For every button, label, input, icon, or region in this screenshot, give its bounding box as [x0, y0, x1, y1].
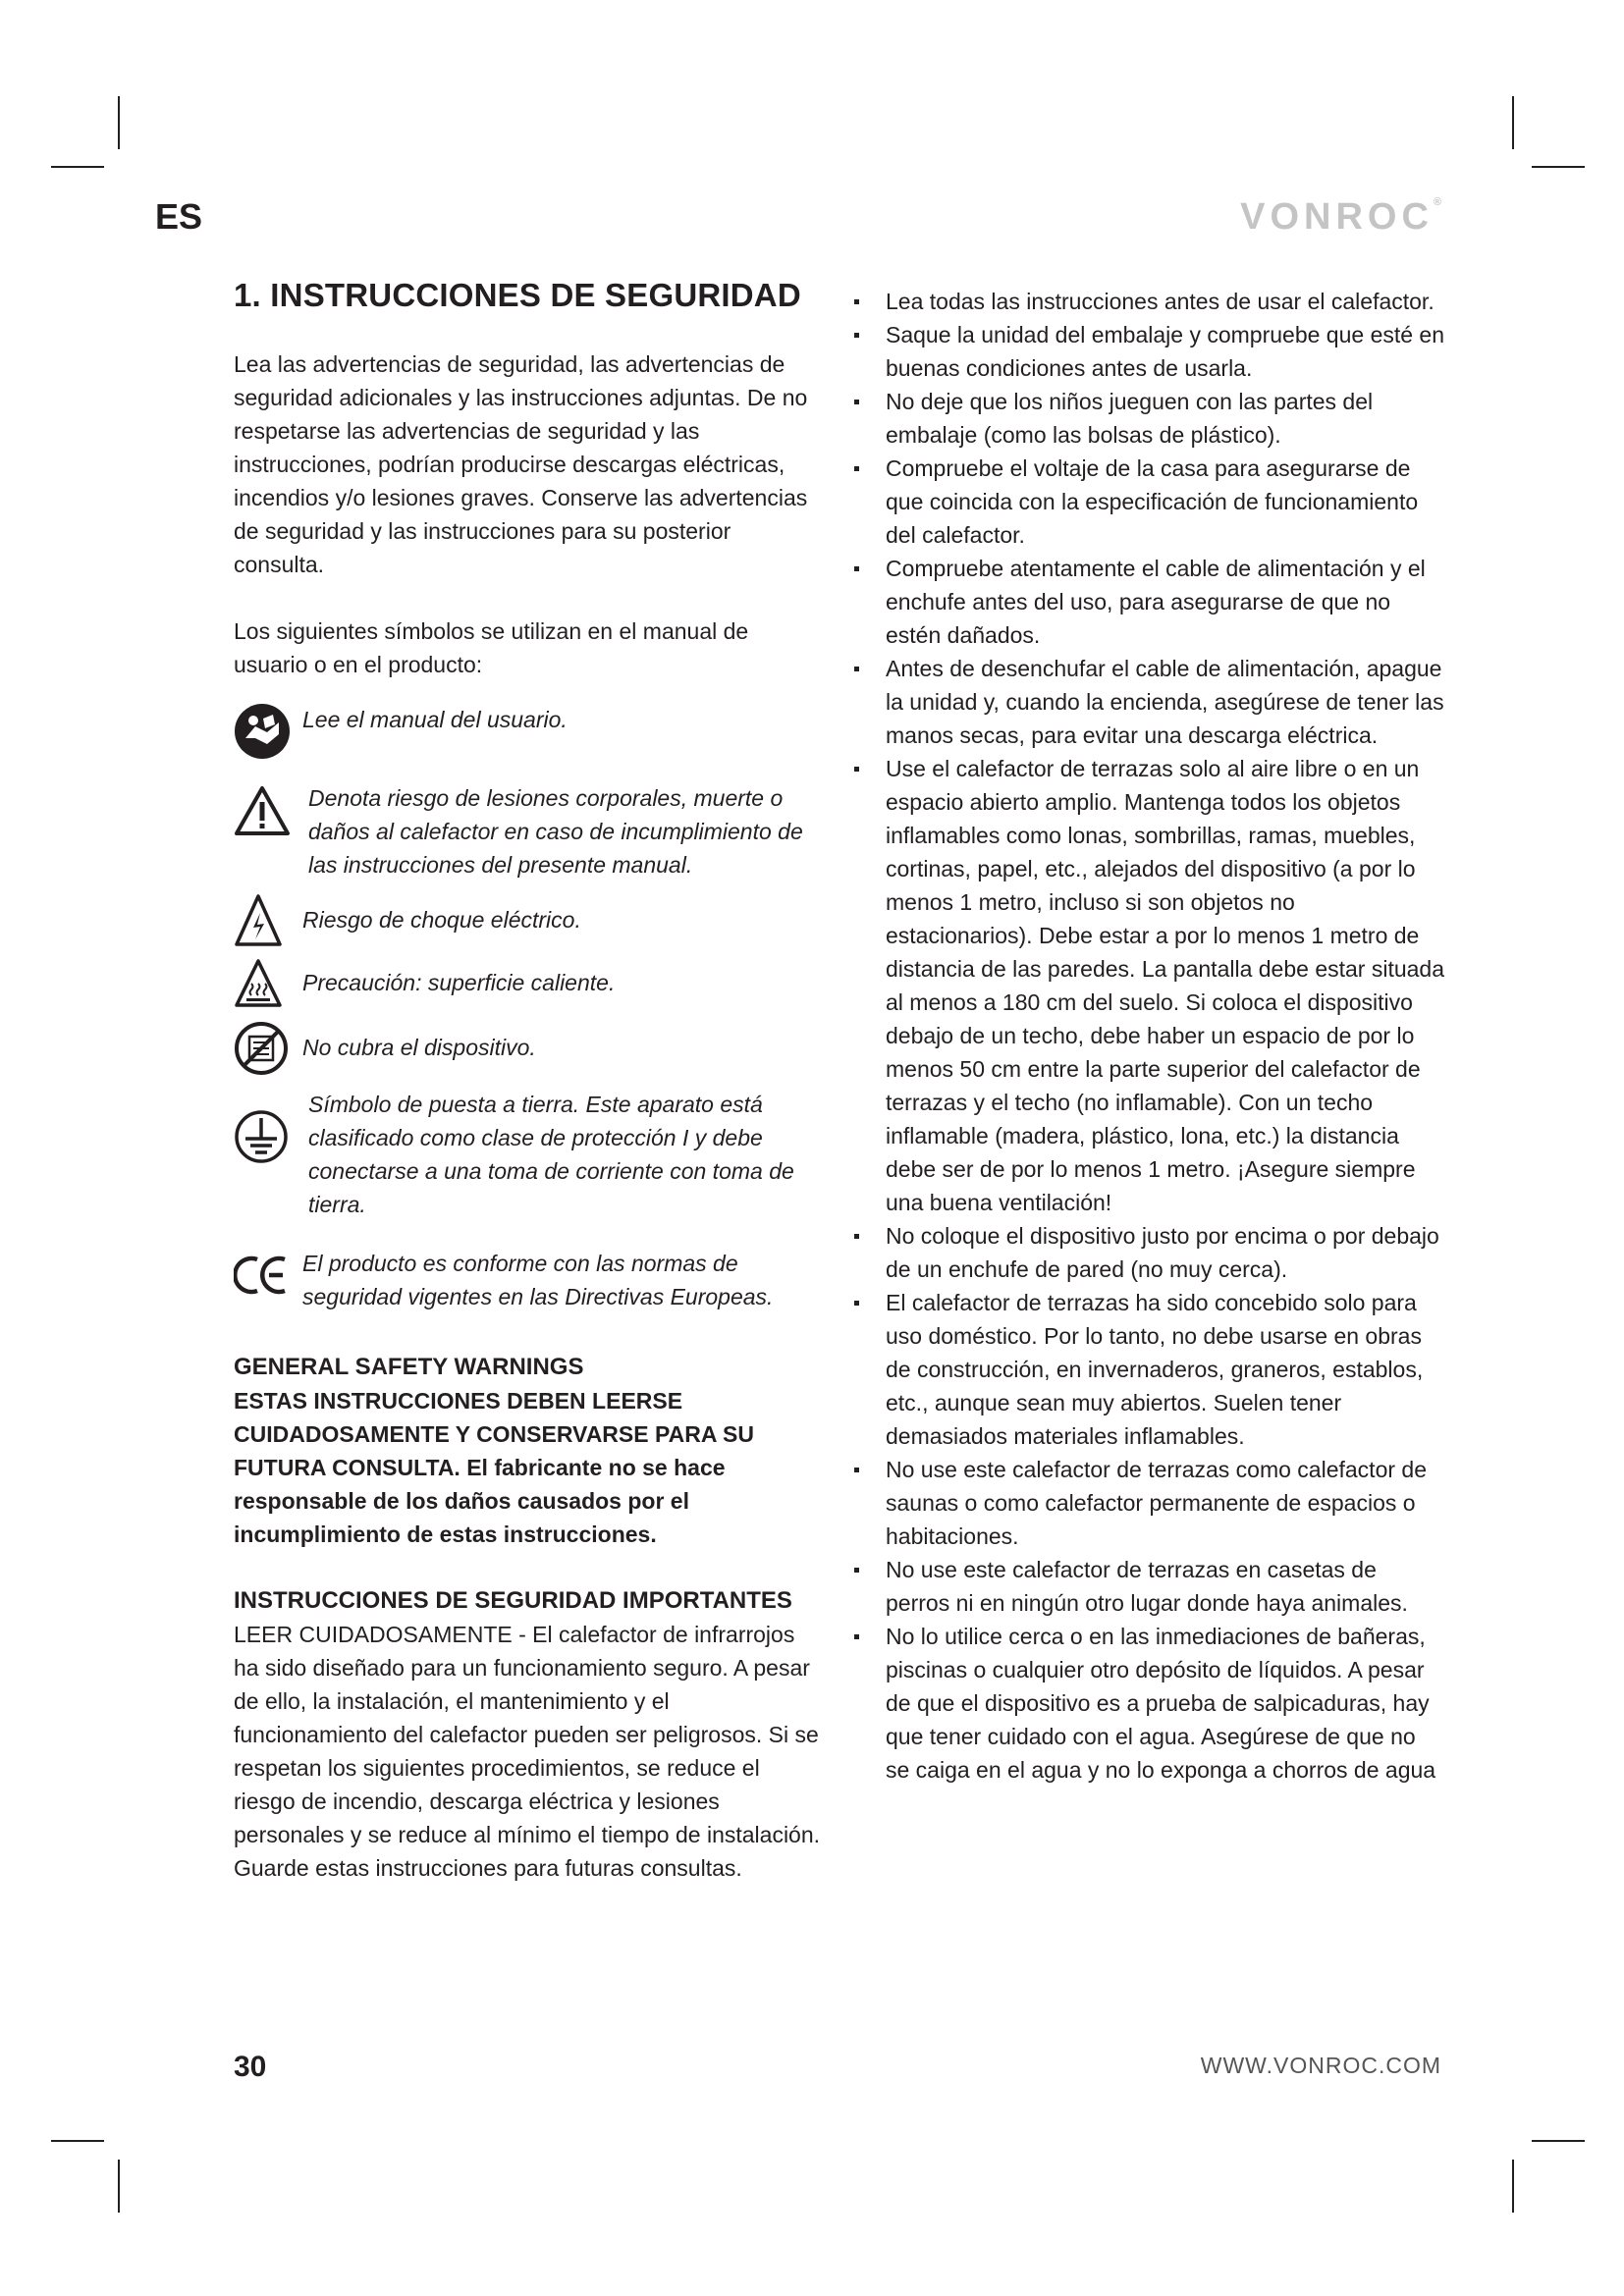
right-column: [850, 285, 1445, 1787]
crop-mark: [51, 2140, 104, 2142]
symbol-row: [234, 1088, 825, 1221]
hot-surface-icon: [234, 958, 302, 1009]
general-safety-text: ESTAS INSTRUCCIONES DEBEN LEERSE CUIDADOSAMENTE Y CONSERVARSE PARA SU FUTURA CONSULTA. El fabricante no se hace responsable de los daños causados por el incumplimiento de estas instrucciones.: [234, 1388, 754, 1547]
symbols-intro: Los siguientes símbolos se utilizan en el manual de usuario o en el producto:: [234, 618, 749, 677]
crop-mark: [51, 166, 104, 168]
website-url: WWW.VONROC.COM: [1200, 2053, 1441, 2078]
safety-bullet-list: [850, 285, 1445, 1787]
left-column: [234, 277, 825, 1885]
brand-logo: [1240, 196, 1441, 239]
list-item: Antes de desenchufar el cable de alimentación, apague la unidad y, cuando la encienda, asegúrese de tener las manos secas, para evitar una descarga eléctrica.: [850, 652, 1445, 752]
important-instructions-heading: INSTRUCCIONES DE SEGURIDAD IMPORTANTES: [234, 1587, 792, 1614]
symbol-text: Precaución: superficie caliente.: [302, 970, 616, 995]
list-item: No deje que los niños jueguen con las partes del embalaje (como las bolsas de plástico).: [850, 385, 1445, 452]
list-item: Compruebe atentamente el cable de alimentación y el enchufe antes del uso, para asegurarse de que no estén dañados.: [850, 552, 1445, 652]
symbol-text: Lee el manual del usuario.: [302, 707, 568, 732]
page-number: 30: [234, 2051, 267, 2083]
brand-mark: ®: [1433, 196, 1441, 208]
earth-ground-icon: [234, 1088, 302, 1164]
electric-shock-icon: [234, 893, 302, 948]
list-item: No use este calefactor de terrazas como calefactor de saunas o como calefactor permanente de espacios o habitaciones.: [850, 1453, 1445, 1553]
read-manual-icon: [234, 703, 302, 760]
list-item: Lea todas las instrucciones antes de usar el calefactor.: [850, 285, 1445, 318]
crop-mark: [1532, 2140, 1585, 2142]
crop-mark: [118, 96, 120, 149]
crop-mark: [1512, 2160, 1514, 2213]
symbol-row: [234, 1247, 825, 1313]
symbol-text: Riesgo de choque eléctrico.: [302, 907, 581, 933]
symbol-text: Denota riesgo de lesiones corporales, muerte o daños al calefactor en caso de incumplimiento de las instrucciones del presente manual.: [308, 785, 803, 878]
symbol-text: El producto es conforme con las normas de seguridad vigentes en las Directivas Europeas.: [302, 1251, 774, 1309]
list-item: No lo utilice cerca o en las inmediaciones de bañeras, piscinas o cualquier otro depósito de líquidos. A pesar de que el dispositivo es a prueba de salpicaduras, hay que tener cuidado con el agua. Asegúrese de que no se caiga en el agua y no lo exponga a chorros de agua: [850, 1620, 1445, 1787]
general-safety-heading: GENERAL SAFETY WARNINGS: [234, 1354, 584, 1380]
warning-icon: [234, 781, 302, 836]
list-item: El calefactor de terrazas ha sido concebido solo para uso doméstico. Por lo tanto, no debe usarse en obras de construcción, en invernaderos, graneros, establos, etc., aunque sean muy abiertos. Suelen tener demasiados materiales inflamables.: [850, 1286, 1445, 1453]
symbol-row: [234, 893, 825, 948]
brand-name: VONROC: [1240, 196, 1434, 238]
list-item: No use este calefactor de terrazas en casetas de perros ni en ningún otro lugar donde haya animales.: [850, 1553, 1445, 1620]
intro-paragraph: Lea las advertencias de seguridad, las advertencias de seguridad adicionales y las instrucciones adjuntas. De no respetarse las advertencias de seguridad y las instrucciones, podrían producirse descargas eléctricas, incendios y/o lesiones graves. Conserve las advertencias de seguridad y las instrucciones para su posterior consulta.: [234, 351, 808, 577]
symbol-row: [234, 958, 825, 1009]
do-not-cover-icon: [234, 1021, 302, 1076]
symbol-row: [234, 703, 825, 760]
list-item: Use el calefactor de terrazas solo al aire libre o en un espacio abierto amplio. Mantenga todos los objetos inflamables como lonas, sombrillas, ramas, muebles, cortinas, papel, etc., alejados del dispositivo (a por lo menos 1 metro, incluso si son objetos no estacionarios). Debe estar a por lo menos 1 metro de distancia de las paredes. La pantalla debe estar situada al menos a 180 cm del suelo. Si coloca el dispositivo debajo de un techo, debe haber un espacio de por lo menos 50 cm entre la parte superior del calefactor de terrazas y el techo (no inflamable). Con un techo inflamable (madera, plástico, lona, etc.) la distancia debe ser de por lo menos 1 metro. ¡Asegure siempre una buena ventilación!: [850, 752, 1445, 1219]
symbol-row: [234, 1021, 825, 1076]
section-title: 1. INSTRUCCIONES DE SEGURIDAD: [234, 277, 801, 313]
ce-mark-icon: [234, 1247, 302, 1296]
list-item: Saque la unidad del embalaje y compruebe que esté en buenas condiciones antes de usarla.: [850, 318, 1445, 385]
symbol-row: [234, 781, 825, 881]
language-code: ES: [155, 196, 203, 237]
list-item: Compruebe el voltaje de la casa para asegurarse de que coincida con la especificación de funcionamiento del calefactor.: [850, 452, 1445, 552]
crop-mark: [118, 2160, 120, 2213]
crop-mark: [1512, 96, 1514, 149]
crop-mark: [1532, 166, 1585, 168]
symbol-text: No cubra el dispositivo.: [302, 1035, 536, 1060]
important-instructions-text: LEER CUIDADOSAMENTE - El calefactor de infrarrojos ha sido diseñado para un funcionamiento seguro. A pesar de ello, la instalación, el mantenimiento y el funcionamiento del calefactor pueden ser peligrosos. Si se respetan los siguientes procedimientos, se reduce el riesgo de incendio, descarga eléctrica y lesiones personales y se reduce al mínimo el tiempo de instalación. Guarde estas instrucciones para futuras consultas.: [234, 1622, 821, 1881]
symbol-text: Símbolo de puesta a tierra. Este aparato está clasificado como clase de protección I y debe conectarse a una toma de corriente con toma de tierra.: [308, 1092, 794, 1217]
list-item: No coloque el dispositivo justo por encima o por debajo de un enchufe de pared (no muy cerca).: [850, 1219, 1445, 1286]
